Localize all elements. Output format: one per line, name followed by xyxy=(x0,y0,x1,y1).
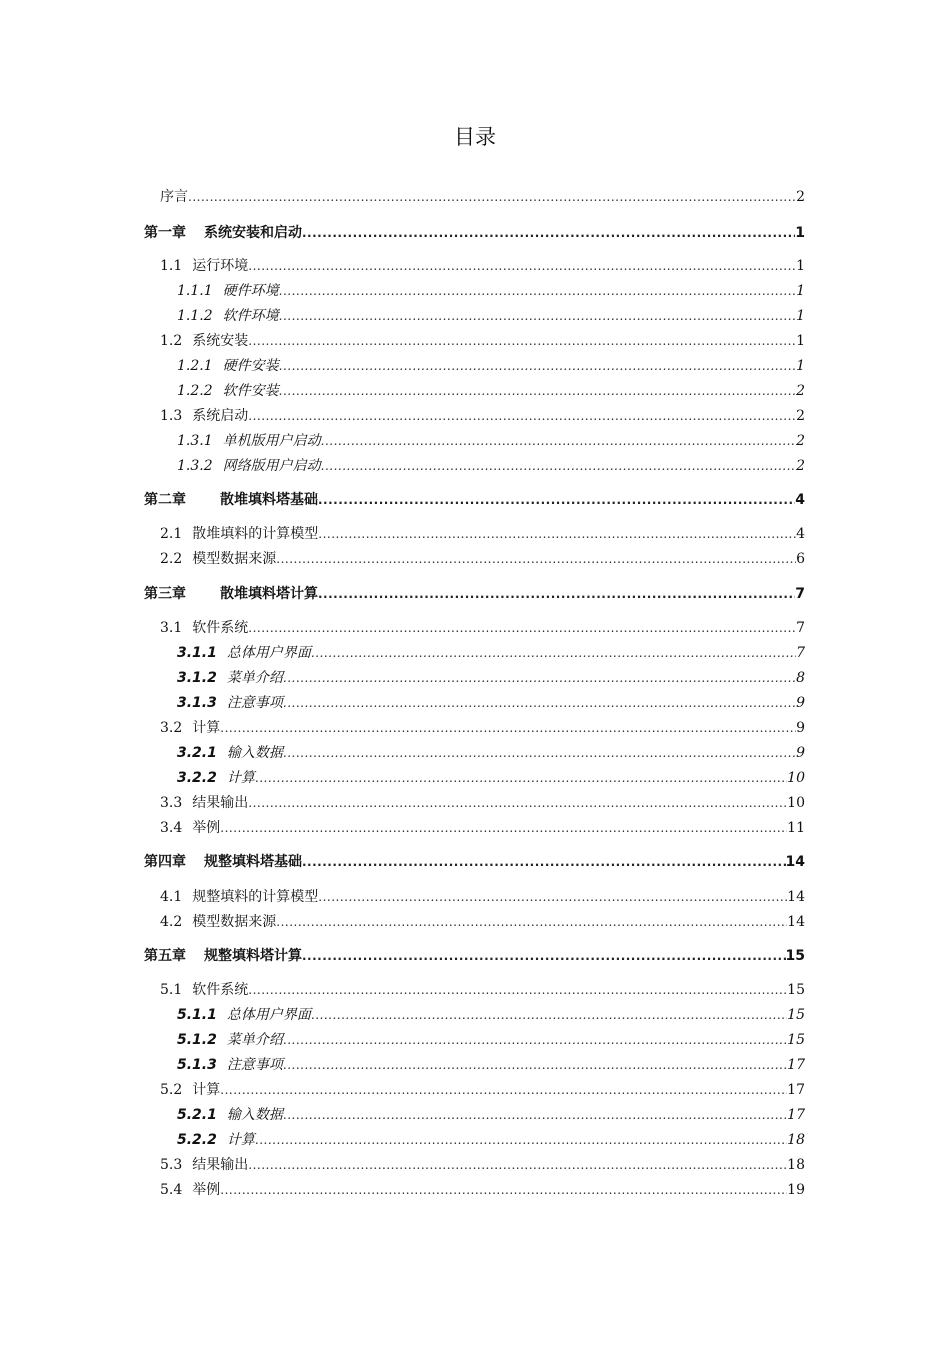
toc-entry[interactable] xyxy=(0,819,950,841)
toc-entry-number: 5.2 xyxy=(160,1082,183,1098)
toc-entry-text: 举例 xyxy=(192,1182,221,1198)
toc-entry[interactable] xyxy=(0,619,950,641)
toc-entry-text: 计算 xyxy=(226,770,255,786)
dot-leader xyxy=(220,1181,787,1199)
toc-entry-page: 6 xyxy=(796,551,805,567)
toc-entry-number: 5.1.1 xyxy=(177,1007,217,1023)
toc-entry[interactable] xyxy=(0,257,950,279)
dot-leader xyxy=(255,1131,787,1149)
toc-entry[interactable] xyxy=(0,224,950,246)
toc-entry-page: 10 xyxy=(787,770,805,786)
toc-entry-text: 散堆填料塔计算 xyxy=(220,586,318,602)
toc-entry-page: 9 xyxy=(796,720,805,736)
toc-entry-text: 规整填料塔计算 xyxy=(204,948,302,964)
toc-entry[interactable] xyxy=(0,525,950,547)
dot-leader xyxy=(248,981,787,999)
dot-leader xyxy=(276,913,787,931)
toc-entry-page: 17 xyxy=(787,1082,805,1098)
dot-leader xyxy=(283,744,796,762)
dot-leader xyxy=(220,719,796,737)
toc-entry-label xyxy=(160,1156,248,1174)
toc-entry-number: 3.2 xyxy=(160,720,183,736)
dot-leader xyxy=(302,853,786,871)
toc-entry-text: 举例 xyxy=(192,820,221,836)
dot-leader xyxy=(248,1156,787,1174)
toc-entry-number: 1.2.2 xyxy=(177,383,213,399)
dot-leader xyxy=(318,525,796,543)
toc-entry-label xyxy=(177,1031,283,1049)
toc-entry-number: 3.1.2 xyxy=(177,670,217,686)
toc-entry-page: 15 xyxy=(787,1007,805,1023)
toc-entry-number: 第五章 xyxy=(144,948,186,964)
toc-entry-text: 计算 xyxy=(192,1082,221,1098)
toc-entry-page: 4 xyxy=(796,526,805,542)
toc-entry-text: 系统安装和启动 xyxy=(204,225,302,241)
toc-entry[interactable] xyxy=(0,307,950,329)
toc-entry[interactable] xyxy=(0,188,950,210)
toc-entry-label xyxy=(177,457,321,475)
toc-entry[interactable] xyxy=(0,744,950,766)
toc-entry-text: 注意事项 xyxy=(226,1057,283,1073)
toc-entry-page: 1 xyxy=(796,333,805,349)
dot-leader xyxy=(302,947,786,965)
toc-entry-number: 1.3.2 xyxy=(177,458,213,474)
toc-entry[interactable] xyxy=(0,457,950,479)
toc-entry-label xyxy=(160,794,248,812)
toc-entry-number: 5.4 xyxy=(160,1182,183,1198)
toc-entry-text: 单机版用户启动 xyxy=(222,433,321,449)
toc-entry-number: 1.1.1 xyxy=(177,283,213,299)
toc-entry-page: 2 xyxy=(796,408,805,424)
dot-leader xyxy=(302,224,795,242)
toc-entry-text: 序言 xyxy=(160,189,188,205)
toc-entry-page: 11 xyxy=(787,820,805,836)
toc-entry-label xyxy=(160,188,188,206)
toc-entry-label xyxy=(177,1131,255,1149)
toc-entry-number: 5.1.2 xyxy=(177,1032,217,1048)
dot-leader xyxy=(283,1106,787,1124)
dot-leader xyxy=(318,585,795,603)
dot-leader xyxy=(318,491,795,509)
toc-entry-number: 5.1.3 xyxy=(177,1057,217,1073)
toc-entry-text: 硬件安装 xyxy=(222,358,279,374)
dot-leader xyxy=(248,407,796,425)
toc-entry-number: 第三章 xyxy=(144,586,186,602)
toc-entry-page: 18 xyxy=(787,1157,805,1173)
toc-entry-text: 注意事项 xyxy=(226,695,283,711)
toc-entry-page: 10 xyxy=(787,795,805,811)
toc-entry-label xyxy=(177,744,283,762)
toc-entry[interactable] xyxy=(0,550,950,572)
toc-entry-page: 18 xyxy=(787,1132,805,1148)
toc-entry-label xyxy=(160,525,318,543)
toc-entry-text: 软件安装 xyxy=(222,383,279,399)
toc-entry[interactable] xyxy=(0,1156,950,1178)
toc-entry[interactable] xyxy=(0,382,950,404)
toc-entry-label xyxy=(177,1006,311,1024)
toc-entry-text: 系统启动 xyxy=(192,408,249,424)
toc-entry[interactable] xyxy=(0,1056,950,1078)
toc-entry-page: 1 xyxy=(796,358,805,374)
toc-entry-number: 2.1 xyxy=(160,526,183,542)
dot-leader xyxy=(283,694,796,712)
toc-entry-label xyxy=(144,224,302,242)
toc-entry-number: 3.2.2 xyxy=(177,770,217,786)
toc-entry-label xyxy=(160,1081,220,1099)
toc-entry-label xyxy=(177,644,311,662)
toc-entry-label xyxy=(160,913,276,931)
dot-leader xyxy=(283,1056,787,1074)
dot-leader xyxy=(318,888,787,906)
toc-entry-text: 模型数据来源 xyxy=(192,551,277,567)
toc-entry[interactable] xyxy=(0,769,950,791)
dot-leader xyxy=(248,619,796,637)
toc-entry-text: 总体用户界面 xyxy=(226,1007,311,1023)
toc-entry-number: 3.1 xyxy=(160,620,183,636)
toc-entry-number: 1.1 xyxy=(160,258,183,274)
toc-entry-number: 5.3 xyxy=(160,1157,183,1173)
toc-entry-label xyxy=(160,550,276,568)
toc-entry-label xyxy=(144,947,302,965)
toc-entry-text: 规整填料塔基础 xyxy=(204,854,302,870)
toc-entry[interactable] xyxy=(0,913,950,935)
toc-entry-number: 5.2.2 xyxy=(177,1132,217,1148)
toc-title: 目录 xyxy=(454,125,496,149)
toc-entry-label xyxy=(160,407,248,425)
toc-entry-number: 5.2.1 xyxy=(177,1107,217,1123)
toc-entry[interactable] xyxy=(0,1181,950,1203)
toc-entry-label xyxy=(144,491,318,509)
toc-entry[interactable] xyxy=(0,491,950,513)
toc-entry-page: 7 xyxy=(796,645,805,661)
dot-leader xyxy=(188,188,796,206)
toc-entry-text: 计算 xyxy=(226,1132,255,1148)
toc-entry[interactable] xyxy=(0,357,950,379)
toc-entry-label xyxy=(160,981,248,999)
toc-entry-page: 15 xyxy=(785,948,805,964)
toc-entry-text: 硬件环境 xyxy=(222,283,279,299)
dot-leader xyxy=(276,550,796,568)
toc-entry-number: 3.4 xyxy=(160,820,183,836)
dot-leader xyxy=(255,769,787,787)
toc-entry-number: 3.3 xyxy=(160,795,183,811)
toc-entry-page: 14 xyxy=(785,854,805,870)
toc-entry-label xyxy=(177,669,283,687)
toc-entry-text: 系统安装 xyxy=(192,333,249,349)
toc-entry-label xyxy=(160,619,248,637)
toc-entry-number: 第一章 xyxy=(144,225,186,241)
toc-entry-number: 1.2 xyxy=(160,333,183,349)
toc-entry[interactable] xyxy=(0,644,950,666)
toc-entry-label xyxy=(177,1106,283,1124)
toc-entry-text: 输入数据 xyxy=(226,1107,283,1123)
dot-leader xyxy=(248,332,796,350)
toc-entry-label xyxy=(177,769,255,787)
toc-entry[interactable] xyxy=(0,1081,950,1103)
toc-entry-text: 规整填料的计算模型 xyxy=(192,889,319,905)
toc-entry[interactable] xyxy=(0,794,950,816)
dot-leader xyxy=(279,307,796,325)
toc-entry-page: 2 xyxy=(796,433,805,449)
toc-entry[interactable] xyxy=(0,694,950,716)
toc-entry-number: 1.1.2 xyxy=(177,308,213,324)
toc-entry-label xyxy=(177,357,279,375)
toc-entry[interactable] xyxy=(0,981,950,1003)
toc-entry-number: 3.1.1 xyxy=(177,645,217,661)
dot-leader xyxy=(279,357,796,375)
toc-entry-number: 1.3 xyxy=(160,408,183,424)
toc-entry-text: 网络版用户启动 xyxy=(222,458,321,474)
toc-entry-page: 9 xyxy=(796,695,805,711)
toc-entry-page: 19 xyxy=(787,1182,805,1198)
dot-leader xyxy=(248,794,787,812)
toc-entry-number: 第二章 xyxy=(144,492,186,508)
toc-entry[interactable] xyxy=(0,332,950,354)
toc-entry-page: 8 xyxy=(796,670,805,686)
toc-entry-label xyxy=(160,257,248,275)
toc-entry-label xyxy=(144,585,318,603)
toc-entry-label xyxy=(160,888,318,906)
toc-entry-page: 17 xyxy=(787,1107,805,1123)
toc-entry-text: 结果输出 xyxy=(192,795,249,811)
dot-leader xyxy=(311,1006,787,1024)
toc-entry[interactable] xyxy=(0,719,950,741)
toc-entry-number: 第四章 xyxy=(144,854,186,870)
toc-entry-text: 运行环境 xyxy=(192,258,249,274)
toc-entry-text: 散堆填料的计算模型 xyxy=(192,526,319,542)
toc-entry-page: 15 xyxy=(787,1032,805,1048)
toc-entry-number: 4.1 xyxy=(160,889,183,905)
toc-entry-text: 总体用户界面 xyxy=(226,645,311,661)
toc-entry-page: 14 xyxy=(787,914,805,930)
toc-entry-page: 14 xyxy=(787,889,805,905)
toc-entry-page: 4 xyxy=(795,492,805,508)
toc-entry-text: 菜单介绍 xyxy=(226,670,283,686)
toc-entry-number: 5.1 xyxy=(160,982,183,998)
toc-entry-number: 3.1.3 xyxy=(177,695,217,711)
toc-entry[interactable] xyxy=(0,853,950,875)
toc-entry-page: 15 xyxy=(787,982,805,998)
toc-entry-label xyxy=(177,382,279,400)
dot-leader xyxy=(220,1081,787,1099)
toc-entry[interactable] xyxy=(0,1106,950,1128)
dot-leader xyxy=(279,382,796,400)
toc-entry-page: 1 xyxy=(795,225,805,241)
toc-entry-text: 输入数据 xyxy=(226,745,283,761)
toc-entry-label xyxy=(177,307,279,325)
toc-entry-number: 1.3.1 xyxy=(177,433,213,449)
toc-entry-text: 菜单介绍 xyxy=(226,1032,283,1048)
toc-entry[interactable] xyxy=(0,282,950,304)
toc-entry-page: 1 xyxy=(796,308,805,324)
dot-leader xyxy=(279,282,796,300)
toc-entry-text: 散堆填料塔基础 xyxy=(220,492,318,508)
toc-entry-page: 7 xyxy=(796,620,805,636)
toc-entry[interactable] xyxy=(0,1031,950,1053)
toc-entry-text: 计算 xyxy=(192,720,221,736)
toc-entry[interactable] xyxy=(0,432,950,454)
dot-leader xyxy=(311,644,796,662)
toc-entry[interactable] xyxy=(0,888,950,910)
toc-entry-label xyxy=(160,819,220,837)
toc-entry-page: 2 xyxy=(796,383,805,399)
toc-entry[interactable] xyxy=(0,407,950,429)
toc-entry-text: 结果输出 xyxy=(192,1157,249,1173)
dot-leader xyxy=(248,257,796,275)
toc-entry[interactable] xyxy=(0,1131,950,1153)
dot-leader xyxy=(220,819,787,837)
toc-entry-label xyxy=(177,282,279,300)
toc-entry[interactable] xyxy=(0,669,950,691)
toc-entry-label xyxy=(177,694,283,712)
toc-entry-label xyxy=(144,853,302,871)
dot-leader xyxy=(321,457,796,475)
toc-entry-number: 1.2.1 xyxy=(177,358,213,374)
toc-entry-page: 2 xyxy=(796,458,805,474)
toc-entry-text: 软件系统 xyxy=(192,982,249,998)
toc-entry-number: 3.2.1 xyxy=(177,745,217,761)
toc-entry-page: 9 xyxy=(796,745,805,761)
toc-entry-page: 1 xyxy=(796,258,805,274)
toc-entry-page: 2 xyxy=(796,189,805,205)
toc-entry-label xyxy=(160,332,248,350)
toc-entry[interactable] xyxy=(0,947,950,969)
toc-entry-text: 软件系统 xyxy=(192,620,249,636)
toc-entry-text: 模型数据来源 xyxy=(192,914,277,930)
dot-leader xyxy=(283,1031,787,1049)
toc-entry-label xyxy=(177,432,321,450)
toc-entry-text: 软件环境 xyxy=(222,308,279,324)
toc-entry-number: 4.2 xyxy=(160,914,183,930)
toc-entry-page: 17 xyxy=(787,1057,805,1073)
toc-entry-page: 1 xyxy=(796,283,805,299)
toc-entry-label xyxy=(177,1056,283,1074)
dot-leader xyxy=(283,669,796,687)
toc-entry[interactable] xyxy=(0,1006,950,1028)
toc-entry[interactable] xyxy=(0,585,950,607)
toc-entry-number: 2.2 xyxy=(160,551,183,567)
toc-entry-page: 7 xyxy=(795,586,805,602)
toc-entry-label xyxy=(160,719,220,737)
toc-entry-label xyxy=(160,1181,220,1199)
dot-leader xyxy=(321,432,796,450)
